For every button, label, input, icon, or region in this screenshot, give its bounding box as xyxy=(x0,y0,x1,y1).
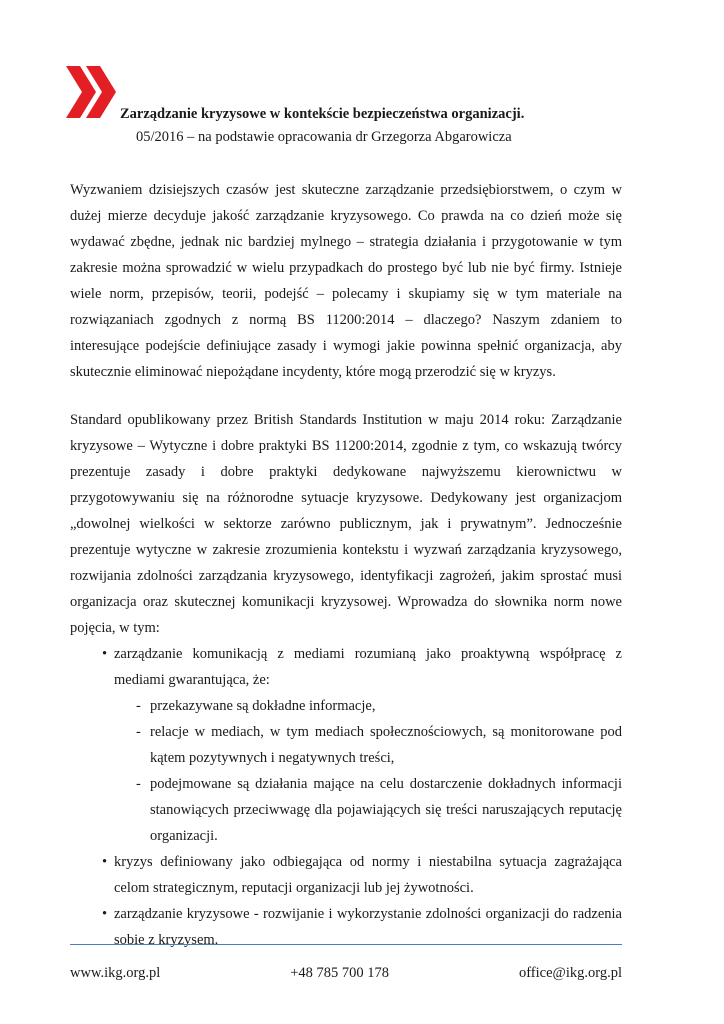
footer-email-link[interactable]: office@ikg.org.pl xyxy=(518,965,622,981)
intro-paragraph: Wyzwaniem dzisiejszych czasów jest skuteczne zarządzanie przedsiębiorstwem, o czym w dużej mierze decyduje jakość zarządzanie kryzysowego. Co prawda na co dzień może się wydawać zbędne, jednak nic bardziej mylnego – strategia działania i przygotowanie w tym zakresie można sprowadzić w wielu przypadkach do prostego być lub nie być firmy. Istnieje wiele norm, przepisów, teorii, podejść – polecamy i skupiamy się w tym materiale na rozwiązaniach zgodnych z normą BS 11200:2014 – dlaczego? Naszym zdaniem to interesujące podejście definiujące zasady i wymogi jakie powinna spełnić organizacja, aby skutecznie eliminować niepożądane incydenty, które mogą przerodzić się w kryzys. xyxy=(70,182,622,380)
list-item-text: zarządzanie kryzysowe - rozwijanie i wykorzystanie zdolności organizacji do radzenia sobie z kryzysem. xyxy=(114,906,622,948)
footer-phone: +48 785 700 178 xyxy=(290,965,389,981)
list-item xyxy=(70,901,622,953)
sub-list-item: - przekazywane są dokładne informacje, xyxy=(114,693,622,719)
document-title: Zarządzanie kryzysowe w kontekście bezpieczeństwa organizacji. xyxy=(120,106,525,122)
footer-divider xyxy=(70,944,622,945)
sub-list-item: - podejmowane są działania mające na celu dostarczenie dokładnych informacji stanowiących przeciwwagę dla pojawiających się treści naruszających reputację organizacji. xyxy=(114,771,622,849)
document-subtitle: 05/2016 – na podstawie opracowania dr Grzegorza Abgarowicza xyxy=(136,129,512,145)
sub-list xyxy=(114,693,622,849)
list-item-text: kryzys definiowany jako odbiegająca od normy i niestabilna sytuacja zagrażająca celom strategicznym, reputacji organizacji lub jej żywotności. xyxy=(114,854,622,896)
list-item xyxy=(70,641,622,849)
page-footer xyxy=(70,963,622,983)
list-item-text: zarządzanie komunikacją z mediami rozumianą jako proaktywną współpracę z mediami gwarantująca, że: xyxy=(114,646,622,688)
footer-website-link[interactable]: www.ikg.org.pl xyxy=(70,965,161,981)
document-body xyxy=(70,177,622,953)
sub-list-item: - relacje w mediach, w tym mediach społecznościowych, są monitorowane pod kątem pozytywnych i negatywnych treści, xyxy=(114,719,622,771)
definitions-list xyxy=(70,641,622,953)
double-chevron-icon xyxy=(66,66,118,118)
list-item xyxy=(70,849,622,901)
standard-paragraph: Standard opublikowany przez British Standards Institution w maju 2014 roku: Zarządzanie kryzysowe – Wytyczne i dobre praktyki BS 11200:2014, zgodnie z tym, co wskazują twórcy prezentuje zasady i dobre praktyki dedykowane najwyższemu kierownictwu w przygotowywaniu się na różnorodne sytuacje kryzysowe. Dedykowany jest organizacjom „dowolnej wielkości w sektorze zarówno publicznym, jak i prywatnym”. Jednocześnie prezentuje wytyczne w zakresie zrozumienia kontekstu i wyzwań zarządzania kryzysowego, rozwijania zdolności zarządzania kryzysowego, identyfikacji zagrożeń, jakim sprostać musi organizacja oraz skutecznej komunikacji kryzysowej. Wprowadza do słownika norm nowe pojęcia, w tym: xyxy=(70,412,622,636)
